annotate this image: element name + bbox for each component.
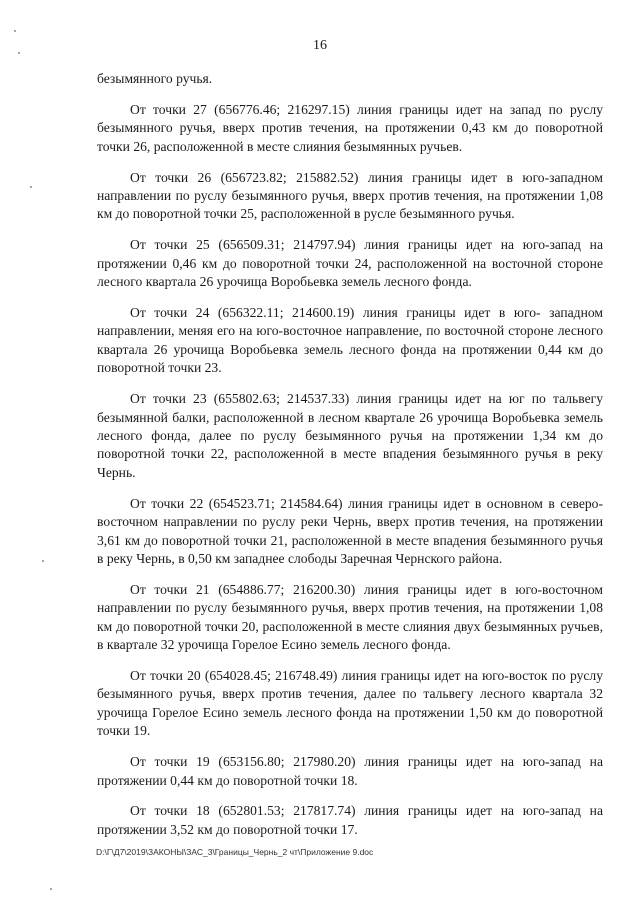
scan-speck (30, 186, 32, 188)
paragraph-point-26: От точки 26 (656723.82; 215882.52) линия границы идет в юго-западном направлении по руслу безымянного ручья, вверх против течения, на протяжении 1,08 км до поворотной точки 25, расположенной в русле безымянного ручья. (97, 169, 603, 222)
paragraph-point-18: От точки 18 (652801.53; 217817.74) линия границы идет на юго-запад на протяжении 3,52 км до поворотной точки 17. (97, 803, 603, 837)
paragraph-point-23: От точки 23 (655802.63; 214537.33) линия границы идет на юг по тальвегу безымянной балки, расположенной в лесном квартале 26 урочища Воробьевка земель лесного фонда, далее по руслу безымянного ручья на протяжении 1,34 км до поворотной точки 22, расположенной в месте впадения безымянного ручья в реку Чернь. (97, 391, 603, 480)
paragraph-point-25: От точки 25 (656509.31; 214797.94) линия границы идет на юго-запад на протяжении 0,46 км до поворотной точки 24, расположенной на восточной стороне лесного квартала 26 урочища Воробьевка земель лесного фонда. (97, 237, 603, 290)
paragraph-point-21: От точки 21 (654886.77; 216200.30) линия границы идет в юго-восточном направлении по руслу безымянного ручья, вверх против течения, на протяжении 1,08 км до поворотной точки 20, расположенной в месте слияния двух безымянных ручьев, в квартале 32 урочища Горелое Есино земель лесного фонда. (97, 581, 603, 653)
paragraph-point-20: От точки 20 (654028.45; 216748.49) линия границы идет на юго-восток по руслу безымянного ручья, вверх против течения, далее по тальвегу лесного квартала 32 урочища Горелое Есино земель лесного фонда на протяжении 1,50 км до поворотной точки 19. (97, 667, 603, 739)
scan-speck (14, 30, 16, 32)
scan-speck (50, 888, 52, 890)
document-body (97, 70, 603, 852)
paragraph-continuation: безымянного ручья. (97, 71, 213, 86)
paragraph-point-19: От точки 19 (653156.80; 217980.20) линия границы идет на юго-запад на протяжении 0,44 км до поворотной точки 18. (97, 754, 603, 788)
paragraph-point-22: От точки 22 (654523.71; 214584.64) линия границы идет в основном в северо-восточном направлении по руслу реки Чернь, вверх против течения, на протяжении 3,61 км до поворотной точки 21, расположенной в месте впадения безымянного ручья в реку Чернь, в 0,50 км западнее слободы Заречная Чернского района. (97, 495, 603, 566)
scan-speck (18, 52, 20, 54)
footer-file-path: D:\Г\Д7\2019\ЗАКОНЫ\ЗАС_3\Границы_Чернь_2 чт\Приложение 9.doc (96, 847, 374, 857)
paragraph-point-24: От точки 24 (656322.11; 214600.19) линия границы идет в юго- западном направлении, меняя его на юго-восточное направление, по восточной стороне лесного квартала 26 урочища Воробьевка земель лесного фонда на протяжении 0,44 км до поворотной точки 23. (97, 305, 603, 376)
page-number: 16 (313, 38, 327, 53)
paragraph-point-27: От точки 27 (656776.46; 216297.15) линия границы идет на запад по руслу безымянного ручья, вверх против течения, на протяжении 0,43 км до поворотной точки 26, расположенной в месте слияния безымянных ручьев. (97, 101, 603, 154)
scan-speck (42, 560, 44, 562)
